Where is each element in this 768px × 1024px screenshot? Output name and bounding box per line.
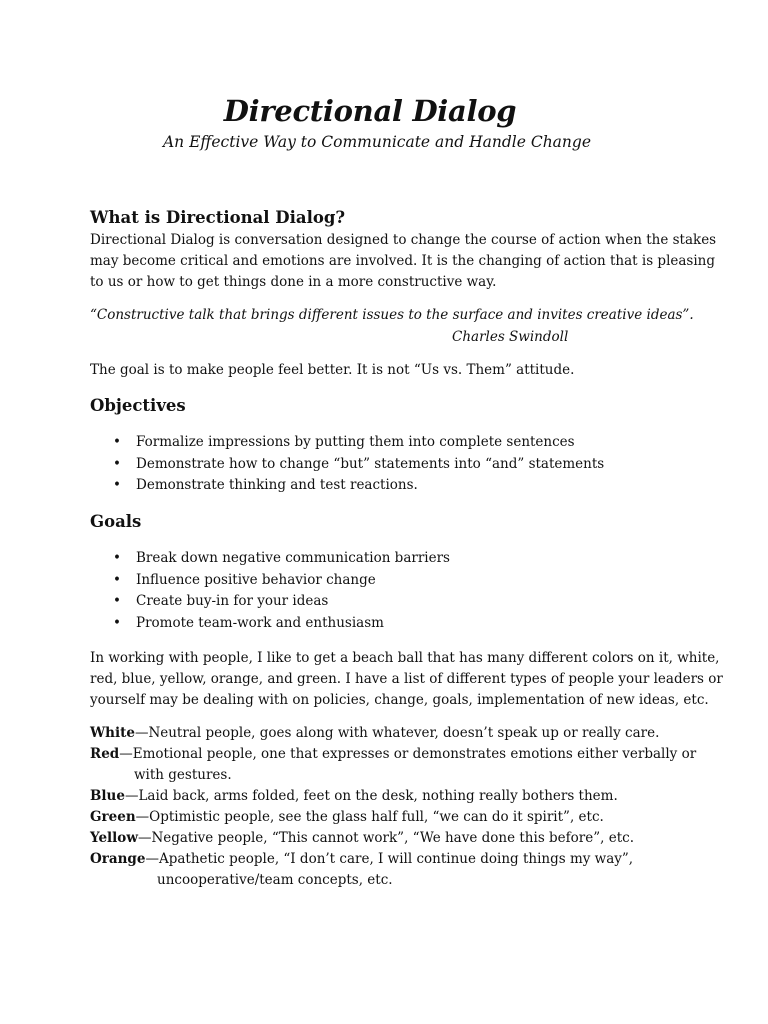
quote: “Constructive talk that brings different issues to the surface and invites creative ideas”.	[90, 307, 694, 323]
list-item-text: Formalize impressions by putting them into complete sentences	[136, 434, 575, 450]
color-entry-orange	[90, 851, 633, 867]
list-item	[110, 548, 450, 570]
list-item-text: Break down negative communication barriers	[136, 550, 450, 566]
bullet-icon: •	[113, 434, 121, 450]
color-description: —Negative people, “This cannot work”, “We have done this before”, etc.	[137, 830, 634, 846]
color-entry-white	[90, 725, 659, 741]
goals-list	[110, 548, 450, 634]
list-item	[110, 475, 604, 497]
paragraph-line: red, blue, yellow, orange, and green. I have a list of different types of people your leaders or	[90, 671, 723, 687]
color-entry-yellow	[90, 830, 634, 846]
color-description: —Optimistic people, see the glass half full, “we can do it spirit”, etc.	[135, 809, 604, 825]
color-description-continuation: with gestures.	[134, 767, 232, 783]
paragraph-line: may become critical and emotions are involved. It is the changing of action that is pleasing	[90, 253, 716, 269]
bullet-icon: •	[113, 593, 121, 609]
color-description: —Laid back, arms folded, feet on the desk, nothing really bothers them.	[124, 788, 618, 804]
list-item-text: Create buy-in for your ideas	[136, 593, 329, 609]
color-label: Red	[90, 746, 120, 762]
color-label: White	[90, 725, 135, 741]
color-label: Orange	[90, 851, 146, 867]
list-item-text: Demonstrate how to change “but” statements into “and” statements	[136, 455, 605, 472]
list-item	[110, 432, 604, 454]
section-heading-goals: Goals	[90, 512, 142, 531]
color-description: —Emotional people, one that expresses or demonstrates emotions either verbally or	[119, 746, 697, 762]
paragraph-line: In working with people, I like to get a beach ball that has many different colors on it, white,	[90, 650, 720, 666]
paragraph-line: to us or how to get things done in a more constructive way.	[90, 274, 497, 290]
quote-attribution: Charles Swindoll	[452, 329, 569, 345]
bullet-icon: •	[113, 571, 121, 588]
list-item-text: Demonstrate thinking and test reactions.	[136, 477, 418, 493]
document-title: Directional Dialog	[223, 94, 517, 128]
bullet-icon: •	[113, 455, 121, 472]
section-heading-what-is: What is Directional Dialog?	[90, 208, 346, 227]
list-item	[110, 570, 450, 592]
color-description: —Neutral people, goes along with whatever, doesn’t speak up or really care.	[134, 725, 660, 741]
list-item	[110, 613, 450, 635]
bullet-icon: •	[113, 477, 121, 493]
list-item-text: Promote team-work and enthusiasm	[136, 614, 384, 631]
color-description-continuation: uncooperative/team concepts, etc.	[157, 872, 393, 888]
bullet-icon: •	[113, 614, 121, 631]
color-entry-green	[90, 809, 604, 825]
color-label: Blue	[90, 788, 125, 804]
color-entry-blue	[90, 788, 618, 804]
list-item	[110, 591, 450, 613]
objectives-list	[110, 432, 604, 497]
document-subtitle: An Effective Way to Communicate and Handle Change	[162, 133, 591, 151]
color-label: Green	[90, 809, 136, 825]
list-item	[110, 454, 604, 476]
section-heading-objectives: Objectives	[90, 396, 186, 415]
color-entry-red	[90, 746, 696, 762]
paragraph-line: yourself may be dealing with on policies, change, goals, implementation of new ideas, etc.	[90, 692, 709, 708]
color-description: —Apathetic people, “I don’t care, I will continue doing things my way”,	[145, 851, 634, 867]
paragraph-line: Directional Dialog is conversation designed to change the course of action when the stakes	[90, 232, 717, 248]
goal-statement: The goal is to make people feel better. It is not “Us vs. Them” attitude.	[90, 362, 575, 378]
list-item-text: Influence positive behavior change	[136, 571, 376, 588]
color-label: Yellow	[90, 830, 138, 846]
bullet-icon: •	[113, 550, 121, 566]
